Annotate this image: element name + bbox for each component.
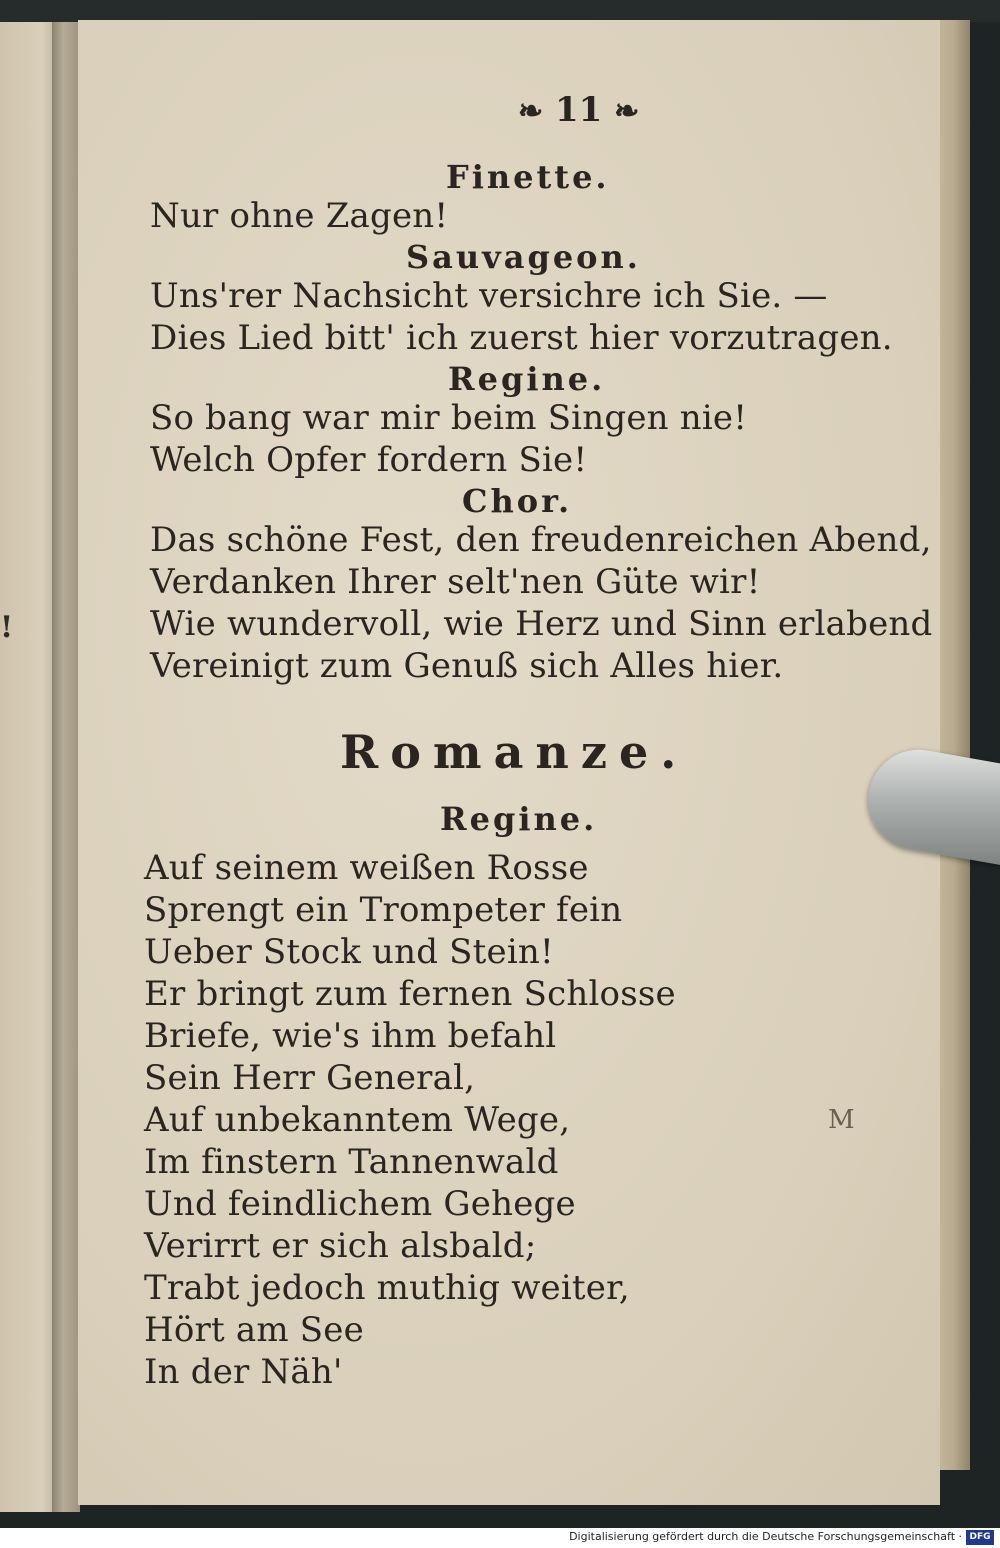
- verse-line: Im finstern Tannenwald: [144, 1142, 559, 1182]
- verse-line: Trabt jedoch muthig weiter,: [144, 1268, 630, 1308]
- verse-line: Welch Opfer fordern Sie!: [150, 440, 588, 480]
- bleed-through-mark: M: [828, 1105, 855, 1135]
- section-title: Romanze.: [340, 725, 689, 779]
- book-page: [78, 20, 940, 1505]
- verse-line: Er bringt zum fernen Schlosse: [144, 974, 676, 1014]
- speaker-name: Regine.: [448, 360, 606, 398]
- verse-line: Ueber Stock und Stein!: [144, 932, 554, 972]
- verse-line: Dies Lied bitt' ich zuerst hier vorzutragen.: [150, 318, 893, 358]
- speaker-name: Sauvageon.: [406, 238, 641, 276]
- verse-line: Uns'rer Nachsicht versichre ich Sie. —: [150, 276, 828, 316]
- verse-line: Wie wundervoll, wie Herz und Sinn erlabend: [150, 604, 933, 644]
- book-spine: [52, 22, 80, 1512]
- page-number: 11: [554, 90, 603, 130]
- previous-page-mark: !: [0, 610, 14, 645]
- verse-line: Verdanken Ihrer selt'nen Güte wir!: [150, 562, 761, 602]
- footer-bar: [0, 1528, 1000, 1548]
- verse-line: Auf unbekanntem Wege,: [144, 1100, 571, 1140]
- speaker-name: Chor.: [462, 482, 573, 520]
- speaker-name: Regine.: [440, 800, 598, 838]
- verse-line: Sein Herr General,: [144, 1058, 476, 1098]
- verse-line: Hört am See: [144, 1310, 364, 1350]
- verse-line: Verirrt er sich alsbald;: [144, 1226, 537, 1266]
- ornament-left-icon: ❧: [518, 94, 544, 129]
- verse-line: Briefe, wie's ihm befahl: [144, 1016, 557, 1056]
- verse-line: Das schöne Fest, den freudenreichen Abend,: [150, 520, 932, 560]
- scan-background-top: [0, 0, 1000, 22]
- verse-line: Und feindlichem Gehege: [144, 1184, 576, 1224]
- page-number-header: [518, 90, 639, 130]
- verse-line: Auf seinem weißen Rosse: [144, 848, 589, 888]
- ornament-right-icon: ❧: [614, 94, 640, 129]
- funding-credit: Digitalisierung gefördert durch die Deutsche Forschungsgemeinschaft ·: [569, 1530, 962, 1543]
- verse-line: In der Näh': [144, 1352, 343, 1392]
- dfg-logo-icon: DFG: [966, 1530, 994, 1545]
- verse-line: Nur ohne Zagen!: [150, 196, 449, 236]
- verse-line: Sprengt ein Trompeter fein: [144, 890, 623, 930]
- verse-line: Vereinigt zum Genuß sich Alles hier.: [150, 646, 784, 686]
- speaker-name: Finette.: [446, 158, 610, 196]
- verse-line: So bang war mir beim Singen nie!: [150, 398, 748, 438]
